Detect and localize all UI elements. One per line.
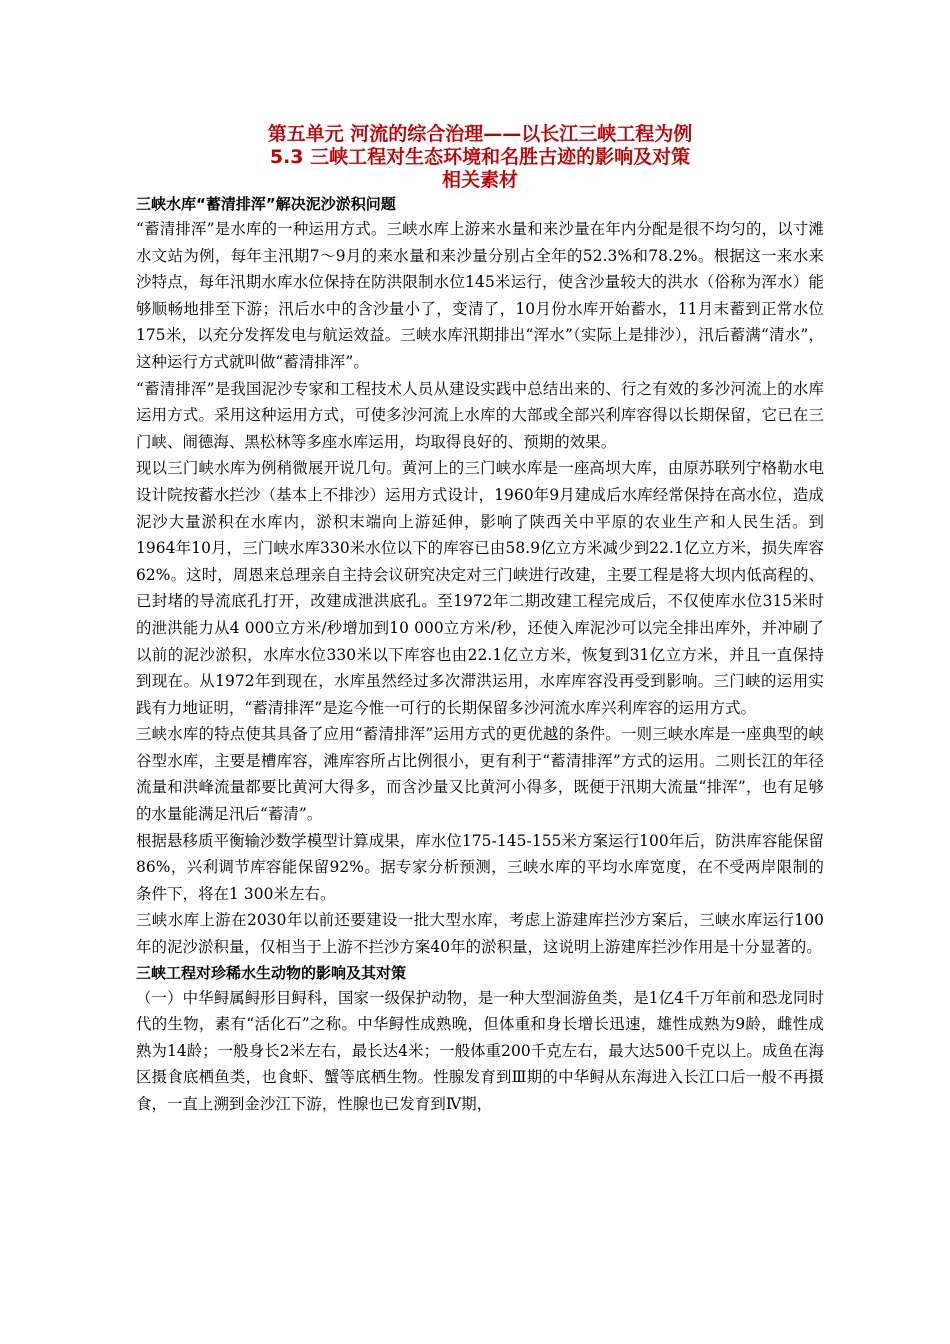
paragraph: “蓄清排浑”是我国泥沙专家和工程技术人员从建设实践中总结出来的、行之有效的多沙河流上的水库运用方式。采用这种运用方式，可使多沙河流上水库的大部或全部兴利库容得以长期保留，它已在三门峡、闹德海、黑松林等多座水库运用，均取得良好的、预期的效果。 <box>136 379 824 451</box>
document-title-line-2: 5.3 三峡工程对生态环境和名胜古迹的影响及对策 <box>269 146 691 168</box>
section-heading: 三峡水库“蓄清排浑”解决泥沙淤积问题 <box>136 195 396 213</box>
paragraph: 三峡水库上游在2030年以前还要建设一批大型水库，考虑上游建库拦沙方案后，三峡水库运行100年的泥沙淤积量，仅相当于上游不拦沙方案40年的淤积量，这说明上游建库拦沙作用是十分显著的。 <box>136 911 824 957</box>
paragraph: “蓄清排浑”是水库的一种运用方式。三峡水库上游来水量和来沙量在年内分配是很不均匀的，以寸滩水文站为例，每年主汛期7～9月的来水量和来沙量分别占全年的52.3%和78.2%。根据这一来水来沙特点，每年汛期水库水位保持在防洪限制水位145米运行，使含沙量较大的洪水（俗称为浑水）能够顺畅地排至下游；汛后水中的含沙量小了，变清了，10月份水库开始蓄水，11月末蓄到正常水位175米，以充分发挥发电与航运效益。三峡水库汛期排出“浑水”（实际上是排沙），汛后蓄满“清水”，这种运行方式就叫做“蓄清排浑”。 <box>136 220 824 371</box>
section-heading: 三峡工程对珍稀水生动物的影响及其对策 <box>136 963 407 982</box>
paragraph: 根据悬移质平衡输沙数学模型计算成果，库水位175-145-155米方案运行100年后，防洪库容能保留86%，兴利调节库容能保留92%。据专家分析预测，三峡水库的平均水库宽度，在不受两岸限制的条件下，将在1 300米左右。 <box>136 831 824 903</box>
paragraph: 三峡水库的特点使其具备了应用“蓄清排浑”运用方式的更优越的条件。一则三峡水库是一座典型的峡谷型水库，主要是槽库容，滩库容所占比例很小，更有利于“蓄清排浑”方式的运用。二则长江的年径流量和洪峰流量都要比黄河大得多，而含沙量又比黄河小得多，既便于汛期大流量“排浑”，也有足够的水量能满足汛后“蓄清”。 <box>136 725 824 824</box>
document-page <box>136 123 824 1118</box>
document-title-line-3: 相关素材 <box>441 169 518 191</box>
section-sediment <box>136 192 824 961</box>
paragraph: （一）中华鲟属鲟形目鲟科，国家一级保护动物，是一种大型洄游鱼类，是1亿4千万年前和恐龙同时代的生物，素有“活化石”之称。中华鲟性成熟晚，但体重和身长增长迅速，雄性成熟为9龄，雌性成熟为14龄；一般身长2米左右，最长达4米；一般体重200千克左右，最大达500千克以上。成鱼在海区摄食底栖鱼类，也食虾、蟹等底栖生物。性腺发育到Ⅲ期的中华鲟从东海进入长江口后一般不再摄食，一直上溯到金沙江下游，性腺也已发育到Ⅳ期， <box>136 988 824 1113</box>
document-title-line-1: 第五单元 河流的综合治理——以长江三峡工程为例 <box>267 123 693 145</box>
section-aquatic-animals <box>136 961 824 1118</box>
paragraph: 现以三门峡水库为例稍微展开说几句。黄河上的三门峡水库是一座高坝大库，由原苏联列宁格勒水电设计院按蓄水拦沙（基本上不排沙）运用方式设计，1960年9月建成后水库经常保持在高水位，造成泥沙大量淤积在水库内，淤积末端向上游延伸，影响了陕西关中平原的农业生产和人民生活。到1964年10月，三门峡水库330米水位以下的库容已由58.9亿立方米减少到22.1亿立方米，损失库容62%。这时，周恩来总理亲自主持会议研究决定对三门峡进行改建，主要工程是将大坝内低高程的、已封堵的导流底孔打开，改建成泄洪底孔。至1972年二期改建工程完成后，不仅使库水位315米时的泄洪能力从4 000立方米/秒增加到10 000立方米/秒，还使入库泥沙可以完全排出库外，并冲刷了以前的泥沙淤积，水库水位330米以下库容也由22.1亿立方米，恢复到31亿立方米，并且一直保持到现在。从1972年到现在，水库虽然经过多次滞洪运用，水库库容没再受到影响。三门峡的运用实践有力地证明，“蓄清排浑”是迄今惟一可行的长期保留多沙河流水库兴利库容的运用方式。 <box>136 459 824 717</box>
